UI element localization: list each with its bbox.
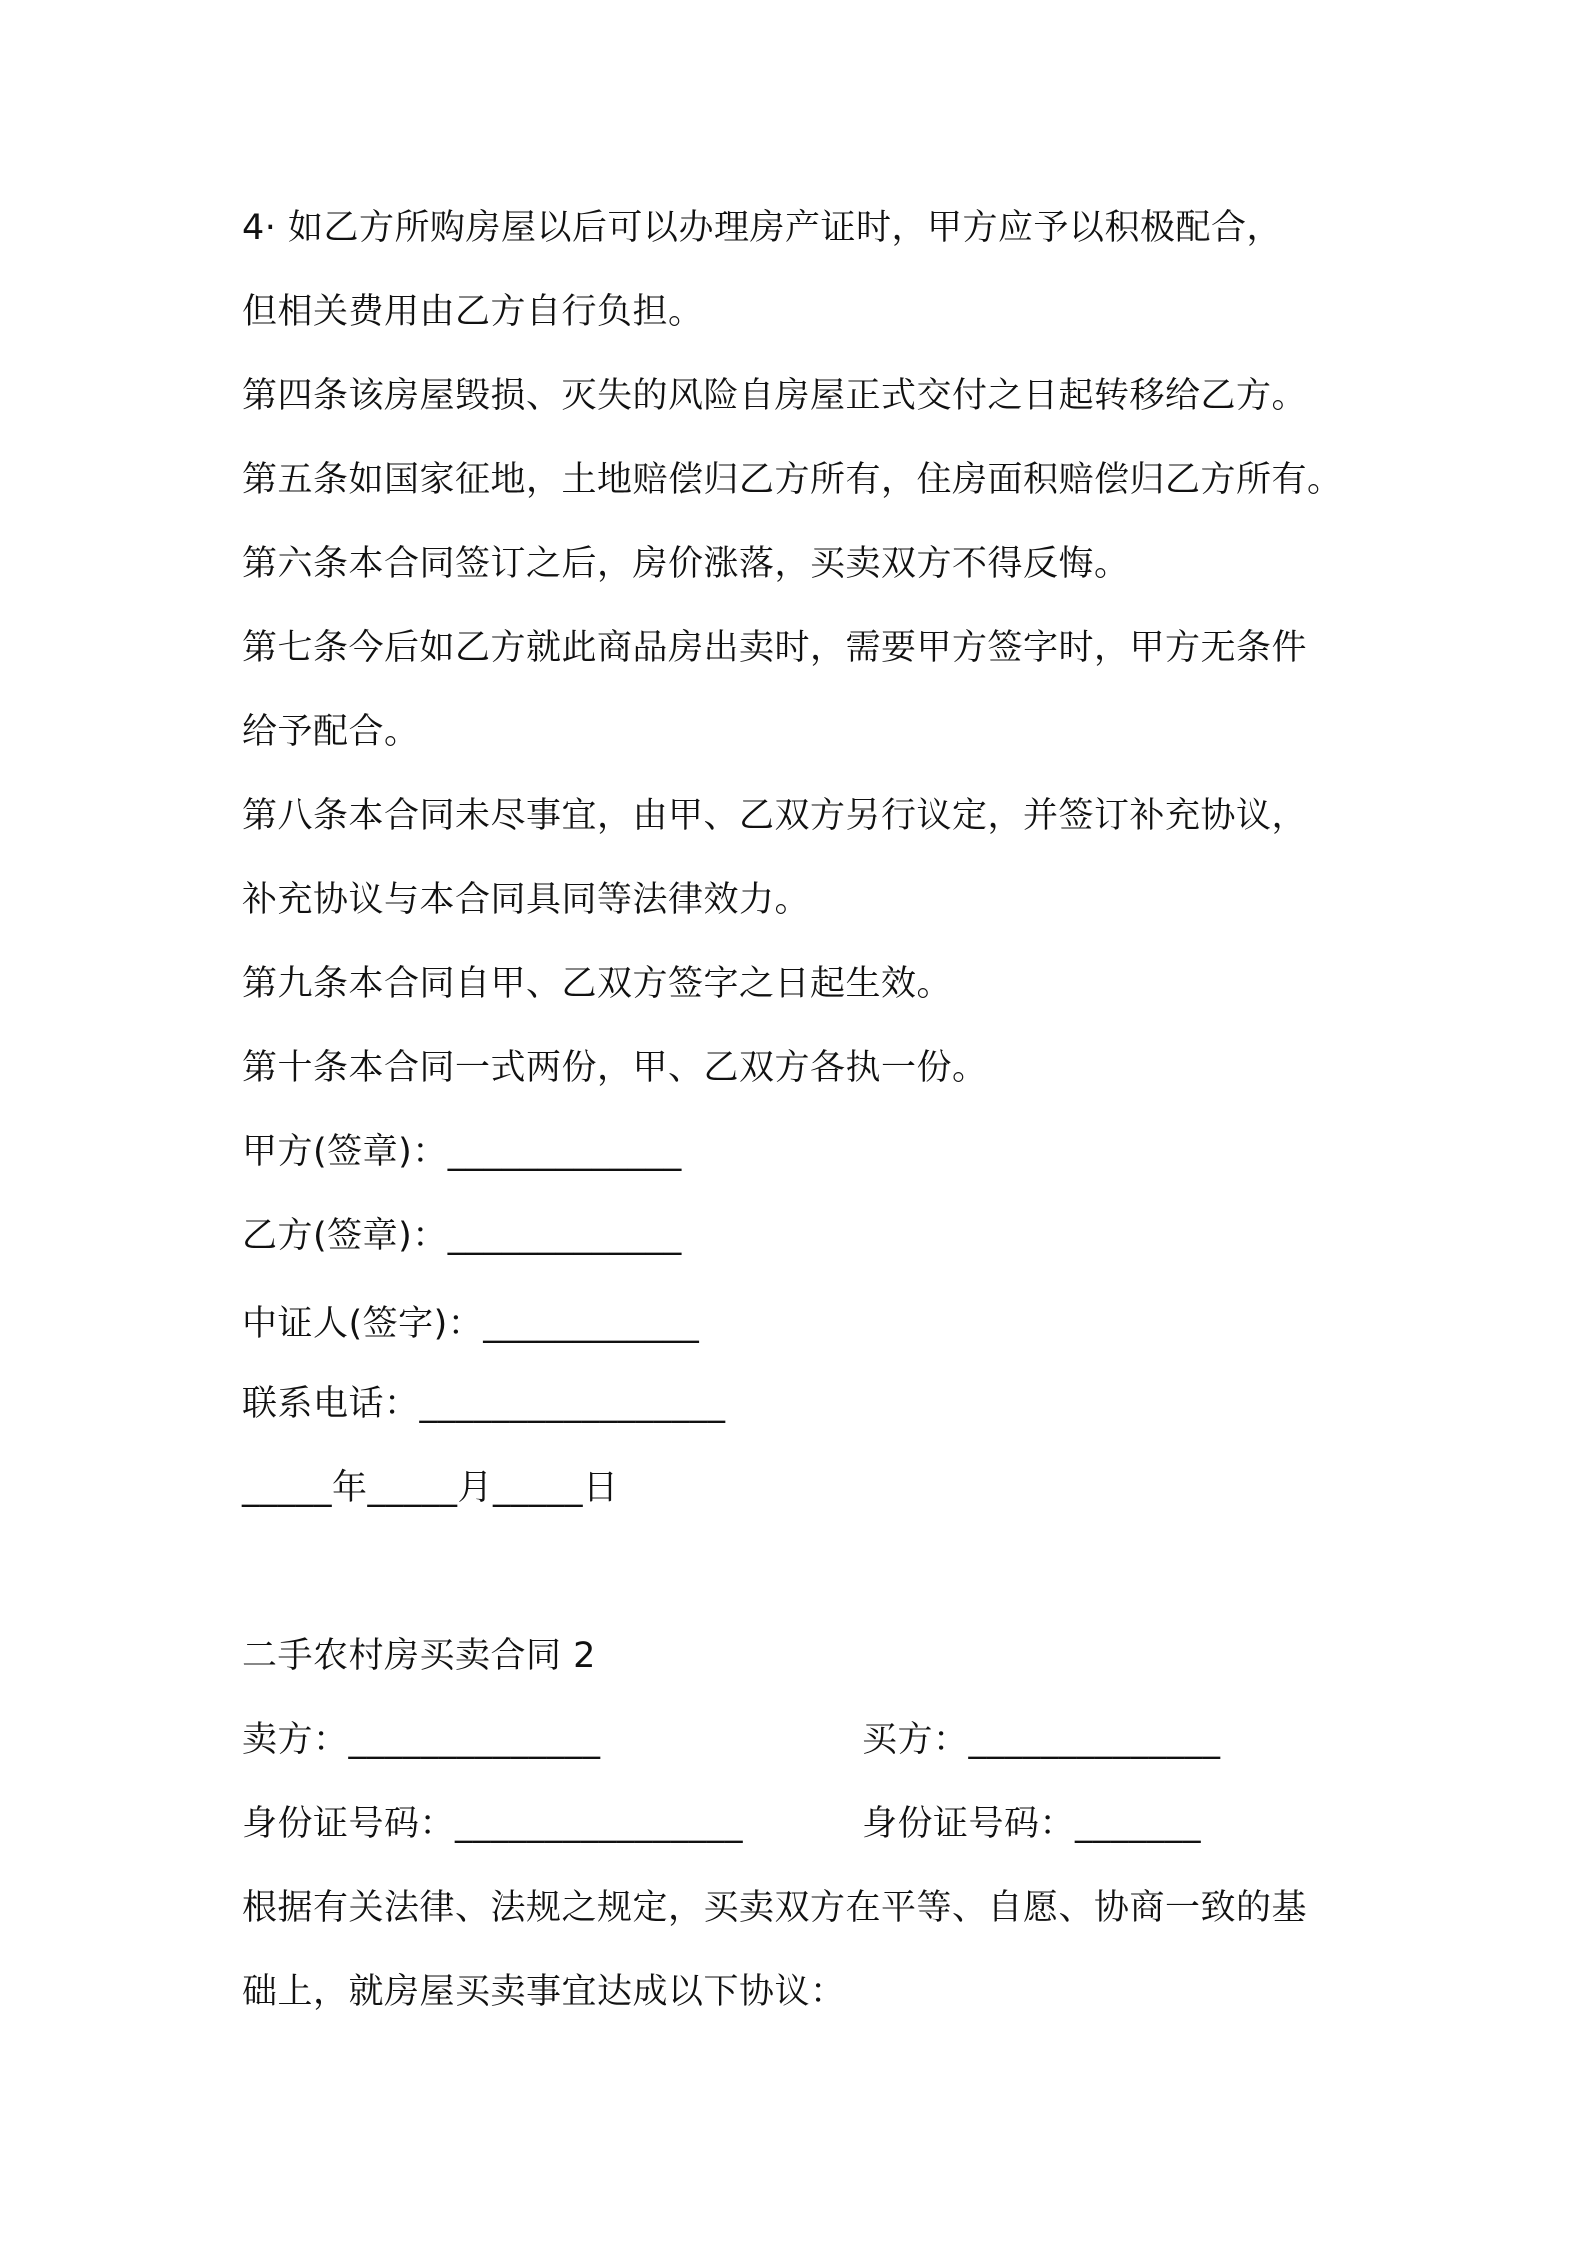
intro-line-1: 根据有关法律、法规之规定，买卖双方在平等、自愿、协商一致的基 bbox=[242, 1888, 1308, 1928]
article-8-line-2: 补充协议与本合同具同等法律效力。 bbox=[242, 880, 811, 920]
buyer-id-field: 身份证号码：_______ bbox=[862, 1804, 1202, 1844]
article-9: 第九条本合同自甲、乙双方签字之日起生效。 bbox=[242, 964, 953, 1004]
contract-2-title: 二手农村房买卖合同 2 bbox=[242, 1636, 596, 1676]
article-4: 第四条该房屋毁损、灭失的风险自房屋正式交付之日起转移给乙方。 bbox=[242, 376, 1308, 416]
seller-id-field: 身份证号码：________________ bbox=[242, 1804, 744, 1844]
clause-4-line-2: 但相关费用由乙方自行负担。 bbox=[242, 292, 704, 332]
article-7-line-2: 给予配合。 bbox=[242, 712, 420, 752]
article-10: 第十条本合同一式两份，甲、乙双方各执一份。 bbox=[242, 1048, 988, 1088]
clause-4-line-1: 4· 如乙方所购房屋以后可以办理房产证时，甲方应予以积极配合， bbox=[242, 208, 1283, 248]
party-b-signature: 乙方(签章)：_____________ bbox=[242, 1216, 682, 1256]
article-5: 第五条如国家征地，土地赔偿归乙方所有，住房面积赔偿归乙方所有。 bbox=[242, 460, 1343, 500]
article-7-line-1: 第七条今后如乙方就此商品房出卖时，需要甲方签字时，甲方无条件 bbox=[242, 628, 1308, 668]
article-8-line-1: 第八条本合同未尽事宜，由甲、乙双方另行议定，并签订补充协议， bbox=[242, 796, 1308, 836]
party-a-signature: 甲方(签章)：_____________ bbox=[242, 1132, 682, 1172]
date-line: _____年_____月_____日 bbox=[242, 1468, 619, 1508]
witness-signature: 中证人(签字)：____________ bbox=[242, 1304, 700, 1344]
seller-field: 卖方：______________ bbox=[242, 1720, 601, 1760]
buyer-field: 买方：______________ bbox=[862, 1720, 1221, 1760]
contact-phone: 联系电话：_________________ bbox=[242, 1384, 726, 1424]
article-6: 第六条本合同签订之后，房价涨落，买卖双方不得反悔。 bbox=[242, 544, 1130, 584]
intro-line-2: 础上，就房屋买卖事宜达成以下协议： bbox=[242, 1972, 846, 2012]
